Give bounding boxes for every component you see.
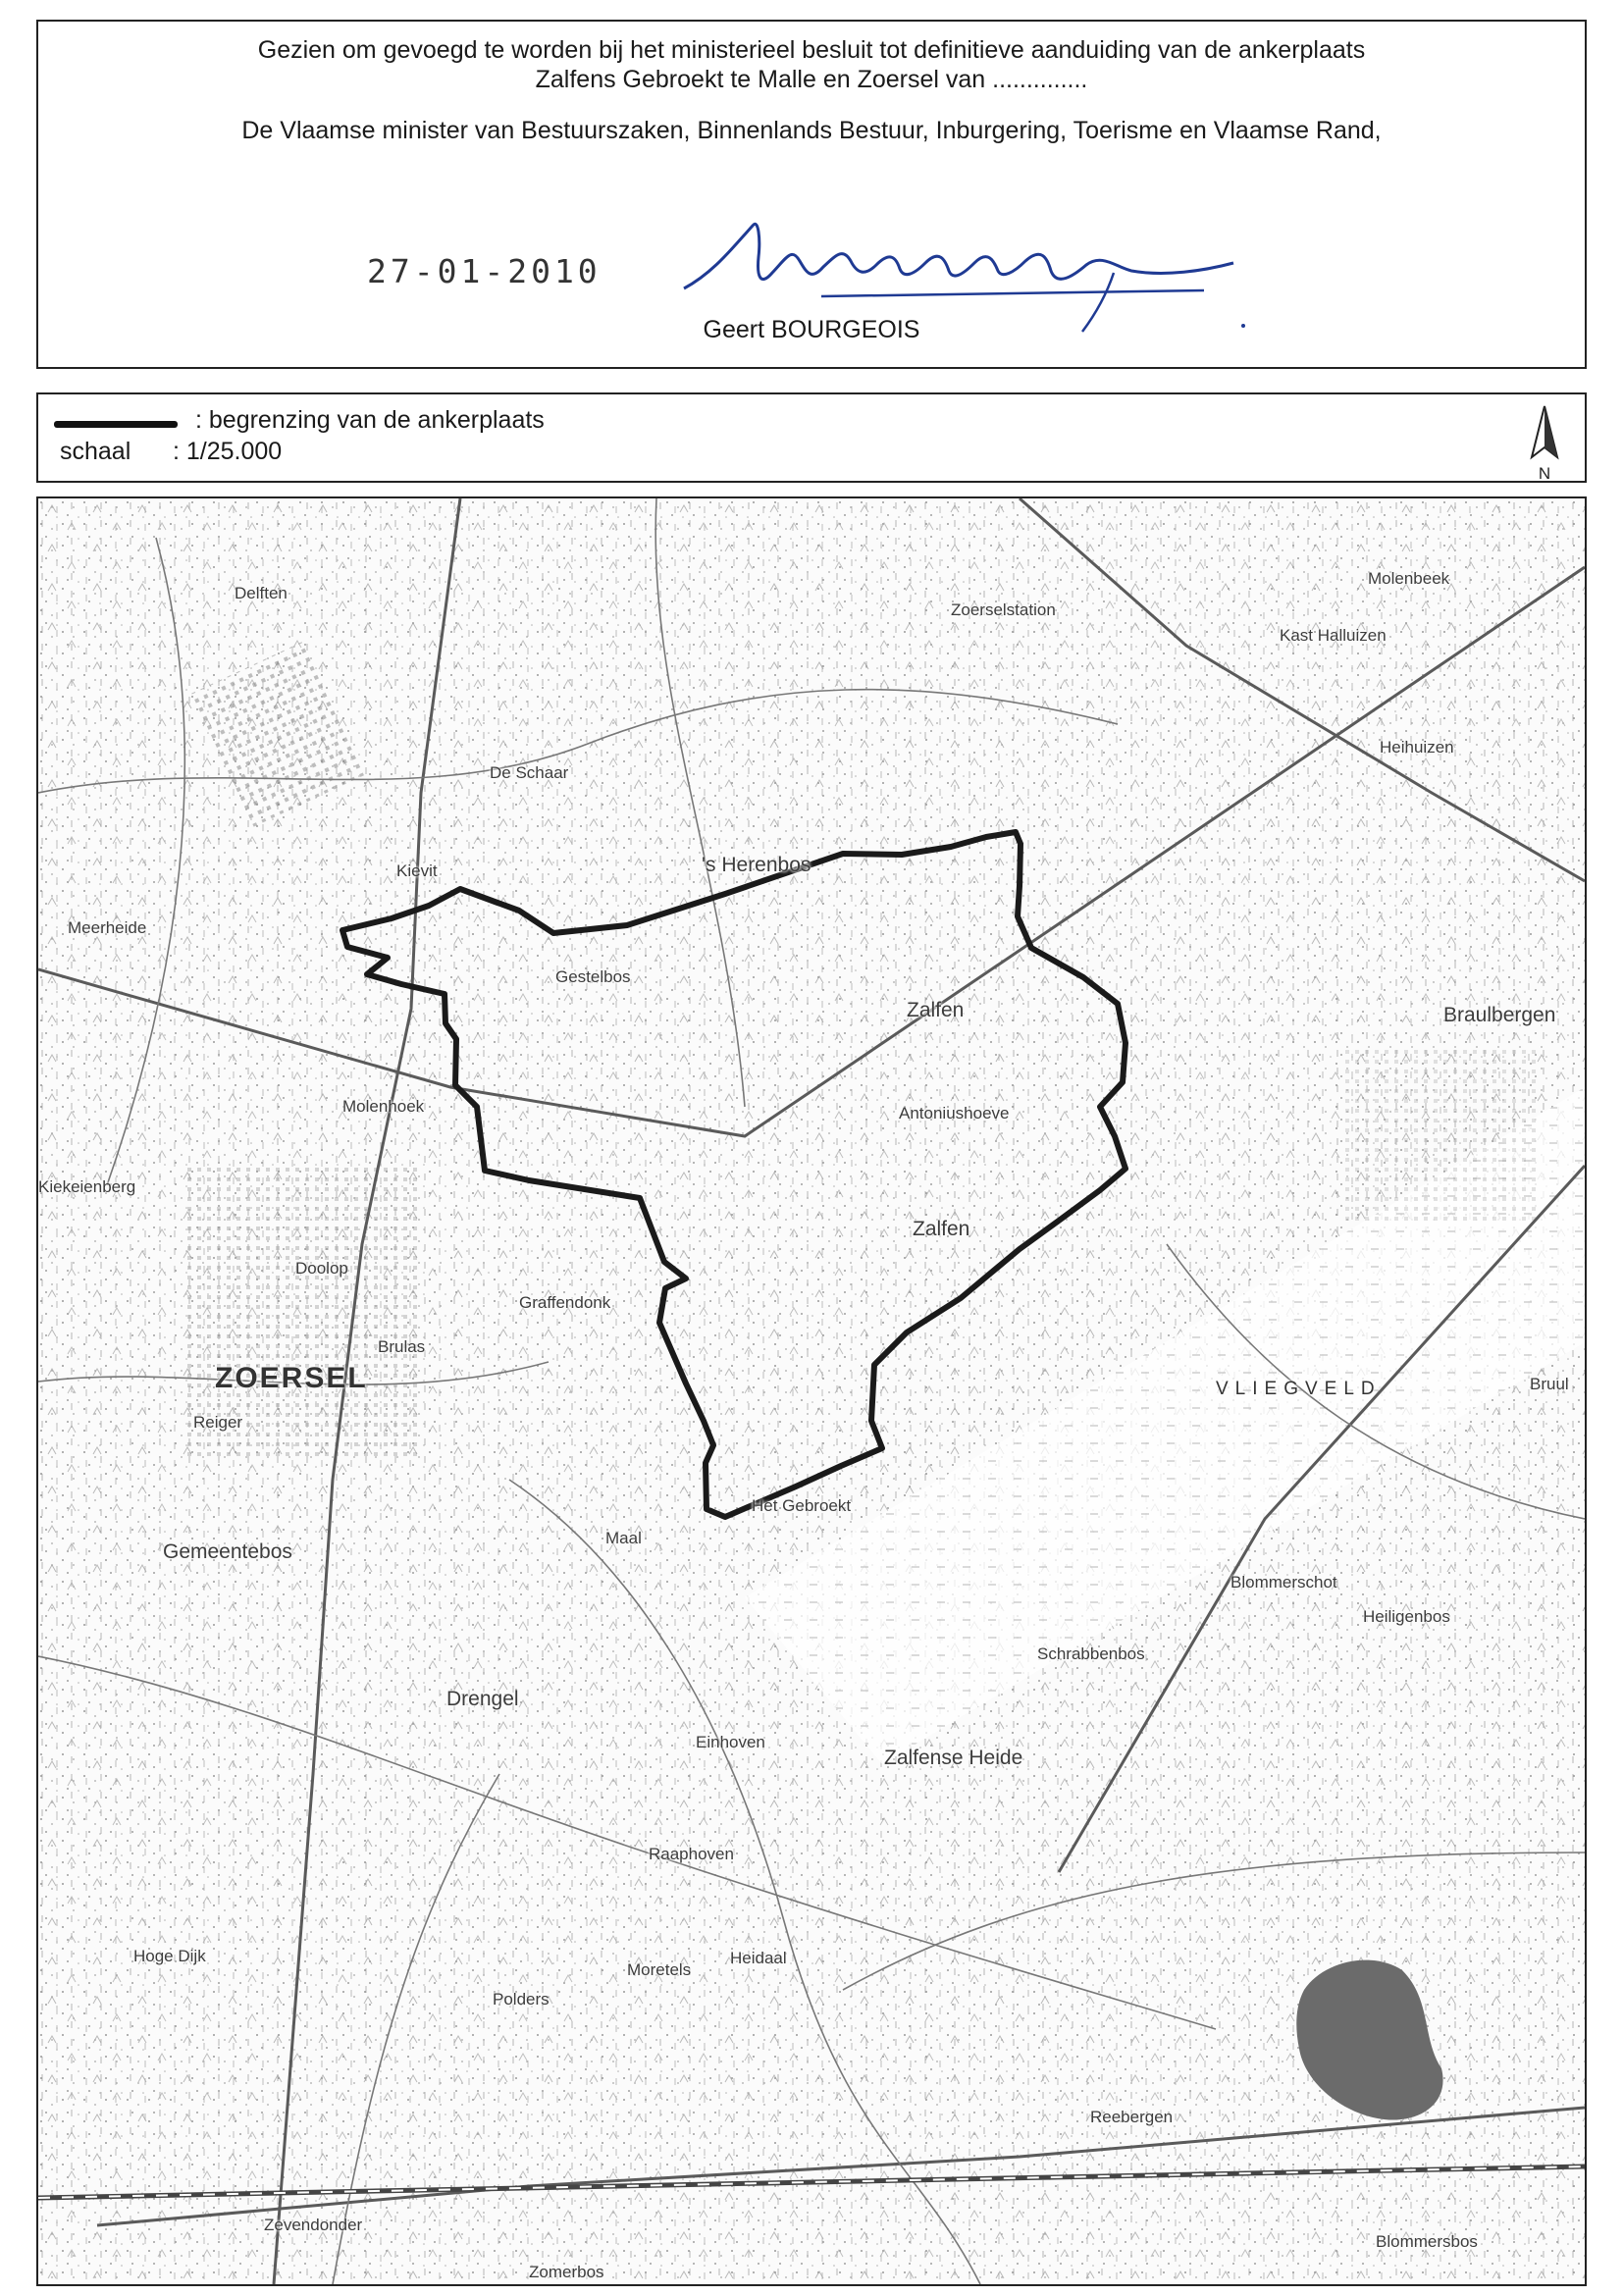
scale-label: schaal <box>60 438 131 465</box>
place-molenhoek: Molenhoek <box>342 1097 425 1116</box>
approval-header-box <box>36 20 1587 369</box>
scale-value: : 1/25.000 <box>173 438 283 465</box>
place-zalfen-inner: Zalfen <box>913 1218 970 1240</box>
place-molenbeek: Molenbeek <box>1368 569 1450 588</box>
place-zoerselstation: Zoerselstation <box>951 600 1056 619</box>
approval-text-line-2: Zalfens Gebroekt te Malle en Zoersel van .............. <box>535 66 1088 93</box>
place-zevendonder: Zevendonder <box>264 2216 363 2234</box>
place-einhoven: Einhoven <box>696 1733 765 1751</box>
place-blommersbos: Blommersbos <box>1376 2232 1478 2251</box>
place-zalfen-north: Zalfen <box>907 999 965 1021</box>
north-arrow-icon <box>1520 402 1569 483</box>
place-kiekeienberg: Kiekeienberg <box>38 1177 136 1196</box>
scale-legend <box>60 438 282 466</box>
place-doolop: Doolop <box>295 1259 348 1278</box>
place-de-schaar: De Schaar <box>490 763 569 782</box>
minister-title: De Vlaamse minister van Bestuurszaken, Binnenlands Bestuur, Inburgering, Toerisme en Vlaamse Rand, <box>241 117 1382 144</box>
place-antoniushoeve: Antoniushoeve <box>899 1104 1010 1122</box>
place-hoge-dijk: Hoge Dijk <box>133 1947 206 1965</box>
place-heidaal: Heidaal <box>730 1949 787 1967</box>
place-heihuizen: Heihuizen <box>1380 738 1454 757</box>
place-zoersel: ZOERSEL <box>215 1362 368 1394</box>
place-schrabbenbos: Schrabbenbos <box>1037 1644 1145 1663</box>
place-reiger: Reiger <box>193 1413 243 1432</box>
place-heiligenbos: Heiligenbos <box>1363 1607 1450 1626</box>
place-bruul: Bruul <box>1530 1375 1569 1393</box>
topographic-map <box>36 496 1587 2286</box>
place-delften: Delften <box>235 584 288 602</box>
place-maal: Maal <box>605 1529 642 1547</box>
place-gestelbos: Gestelbos <box>555 967 631 986</box>
place-heerenbos: 's Herenbos <box>702 854 812 876</box>
place-zalfense-heide: Zalfense Heide <box>884 1747 1023 1769</box>
place-braulbergen: Braulbergen <box>1443 1004 1556 1026</box>
legend-box <box>36 392 1587 483</box>
boundary-line-swatch <box>54 421 178 428</box>
place-vliegveld: VLIEGVELD <box>1216 1379 1382 1399</box>
place-kievit: Kievit <box>396 861 438 880</box>
place-moretels: Moretels <box>627 1960 692 1979</box>
place-brulas: Brulas <box>378 1337 426 1356</box>
north-label: N <box>1538 464 1551 483</box>
place-raaphoven: Raaphoven <box>649 1845 734 1863</box>
place-polders: Polders <box>493 1990 550 2009</box>
approval-text-line-1: Gezien om gevoegd te worden bij het ministerieel besluit tot definitieve aanduiding van de ankerplaats <box>257 36 1366 64</box>
place-gemeentebos: Gemeentebos <box>163 1540 292 1563</box>
place-meerheide: Meerheide <box>68 918 147 937</box>
place-blommerschot: Blommerschot <box>1230 1573 1337 1592</box>
place-het-gebroekt: Het Gebroekt <box>752 1496 852 1515</box>
place-drengel: Drengel <box>446 1688 519 1710</box>
boundary-legend-label: : begrenzing van de ankerplaats <box>195 406 545 434</box>
place-reebergen: Reebergen <box>1090 2108 1174 2126</box>
place-graffendonk: Graffendonk <box>519 1293 611 1312</box>
place-kast-halluizen: Kast Halluizen <box>1280 626 1387 645</box>
place-zomerbos: Zomerbos <box>529 2263 604 2281</box>
date-stamp: 27-01-2010 <box>367 252 602 290</box>
signer-name: Geert BOURGEOIS <box>703 316 920 343</box>
